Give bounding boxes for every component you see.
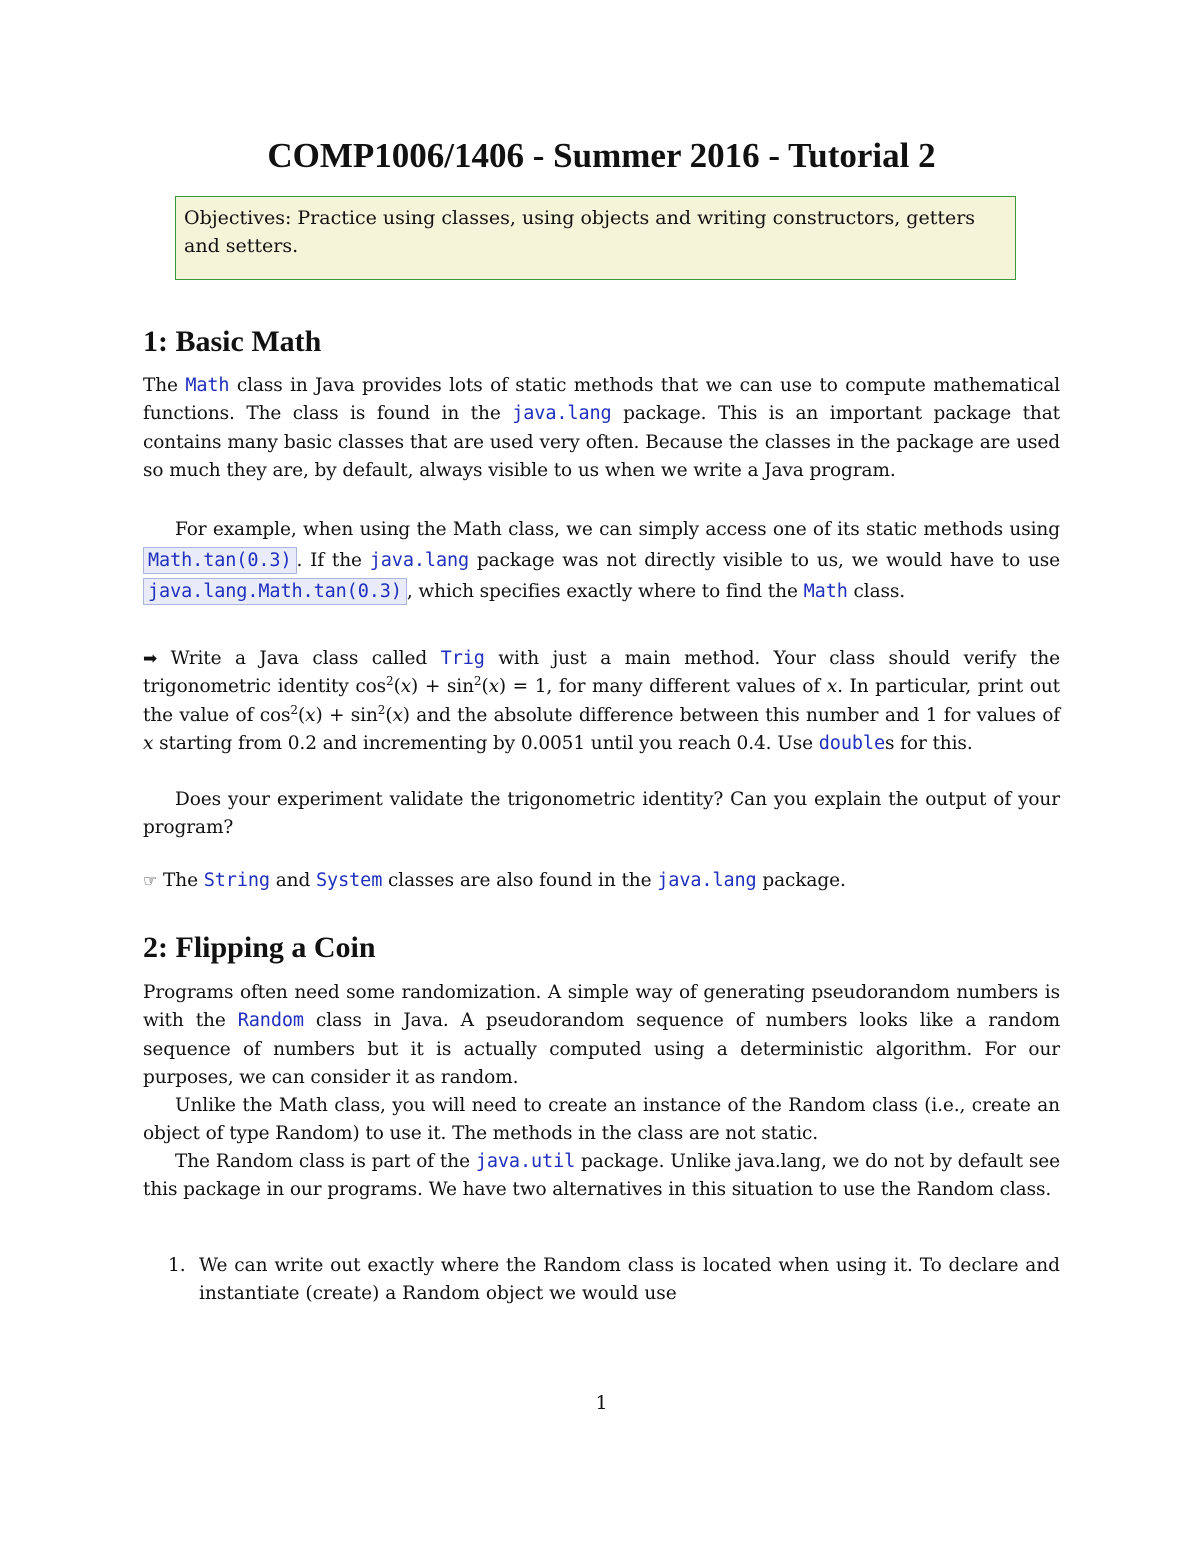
code-math: Math	[185, 375, 230, 396]
note-java-lang: ☞ The String and System classes are also found in the java.lang package.	[143, 870, 846, 891]
list-item	[168, 1252, 1060, 1309]
code-math-tan: Math.tan(0.3)	[143, 547, 297, 574]
list-text: We can write out exactly where the Random class is located when using it. To declare and instantiate (create) a Random object we would use	[199, 1255, 1060, 1305]
code-java-lang: java.lang	[369, 550, 470, 571]
code-system: System	[316, 870, 383, 891]
arrow-right-icon: ➡	[143, 649, 158, 669]
code-java-lang: java.lang	[657, 870, 757, 891]
objectives-box: Objectives: Practice using classes, using objects and writing constructors, getters and setters.	[175, 196, 1016, 280]
paragraph-math-class: The Math class in Java provides lots of static methods that we can use to compute mathematical functions. The class is found in the java.lang package. This is an important package that contains many basic classes that are used very often. Because the classes in the package are used so much they are, by default, always visible to us when we write a Java program.	[143, 375, 1060, 481]
code-java-lang-math-tan: java.lang.Math.tan(0.3)	[143, 578, 407, 605]
code-java-util: java.util	[475, 1151, 576, 1172]
paragraph-question: Does your experiment validate the trigonometric identity? Can you explain the output of your program?	[143, 789, 1060, 839]
code-double: double	[818, 732, 885, 754]
paragraph-java-util: The Random class is part of the java.util package. Unlike java.lang, we do not by default see this package in our programs. We have two alternatives in this situation to use the Random class.	[143, 1151, 1060, 1201]
page-title: COMP1006/1406 - Summer 2016 - Tutorial 2	[267, 136, 936, 175]
code-string: String	[203, 870, 270, 891]
paragraph-instance: Unlike the Math class, you will need to create an instance of the Random class (i.e., create an object of type Random) to use it. The methods in the class are not static.	[143, 1095, 1060, 1145]
pointing-hand-icon: ☞	[143, 871, 158, 890]
code-random: Random	[237, 1010, 304, 1032]
section-heading-flipping-coin: 2: Flipping a Coin	[143, 931, 376, 964]
code-java-lang: java.lang	[512, 403, 612, 425]
page-number: 1	[595, 1392, 608, 1414]
paragraph-random: Programs often need some randomization. A simple way of generating pseudorandom numbers is with the Random class in Java. A pseudorandom sequence of numbers looks like a random sequence of numbers but it is actually computed using a deterministic algorithm. For our purposes, we can consider it as random.	[143, 982, 1060, 1088]
list-number: 1.	[168, 1255, 186, 1276]
code-math: Math	[803, 581, 848, 602]
code-trig: Trig	[440, 648, 485, 669]
section-heading-basic-math: 1: Basic Math	[143, 325, 322, 358]
paragraph-example: For example, when using the Math class, we can simply access one of its static methods using Math.tan(0.3) . If the java.lang package was not directly visible to us, we would have to use java.lang.Math.tan(0.3) , which specifies exactly where to find the Math class.	[143, 514, 1060, 607]
task-trig: ➡ Write a Java class called Trig with just a main method. Your class should verify the trigonometric identity $\cos^2(x) + \sin^2(x) = 1$, for many different values of x. In particular, print out the value of $\cos^2(x) + \sin^2(x)$ and the absolute difference between this number and 1 for values of x starting from 0.2 and incrementing by 0.0051 until you reach 0.4. Use doubles for this.	[143, 648, 1061, 754]
